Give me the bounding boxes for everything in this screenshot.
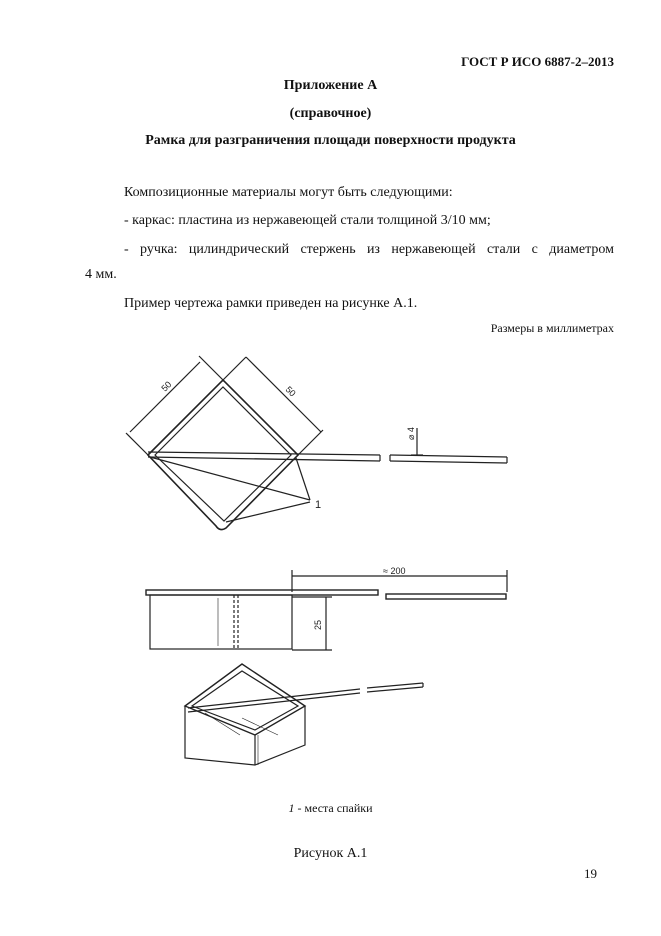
dim-side-a: 50	[159, 379, 174, 394]
side-view	[146, 570, 507, 650]
intro-paragraph: Композиционные материалы могут быть следующими:	[124, 185, 453, 200]
page-number: 19	[584, 866, 597, 881]
document-code: ГОСТ Р ИСО 6887-2–2013	[461, 54, 614, 69]
perspective-view	[185, 664, 423, 765]
callout-1: 1	[315, 499, 322, 511]
annex-type: (справочное)	[289, 106, 372, 121]
dim-side-b: 50	[283, 384, 298, 399]
figure-title: Рисунок А.1	[293, 846, 368, 861]
figure-legend	[0, 801, 661, 816]
list-item-frame: - каркас: пластина из нержавеющей стали толщиной 3/10 мм;	[124, 213, 491, 228]
annex-heading: Рамка для разграничения площади поверхности продукта	[145, 133, 516, 148]
list-item-handle-continued: 4 мм.	[85, 267, 117, 282]
example-paragraph: Пример чертежа рамки приведен на рисунке А.1.	[124, 296, 418, 311]
legend-number: 1	[288, 801, 295, 815]
list-item-handle: - ручка: цилиндрический стержень из нержавеющей стали с диаметром	[124, 242, 614, 257]
dim-height: 25	[313, 619, 323, 630]
dim-handle-length: ≈ 200	[383, 566, 406, 576]
dim-diameter: ⌀ 4	[406, 427, 416, 440]
annex-title: Приложение А	[283, 78, 378, 93]
units-note: Размеры в миллиметрах	[490, 321, 614, 335]
legend-text: - места спайки	[294, 801, 373, 815]
